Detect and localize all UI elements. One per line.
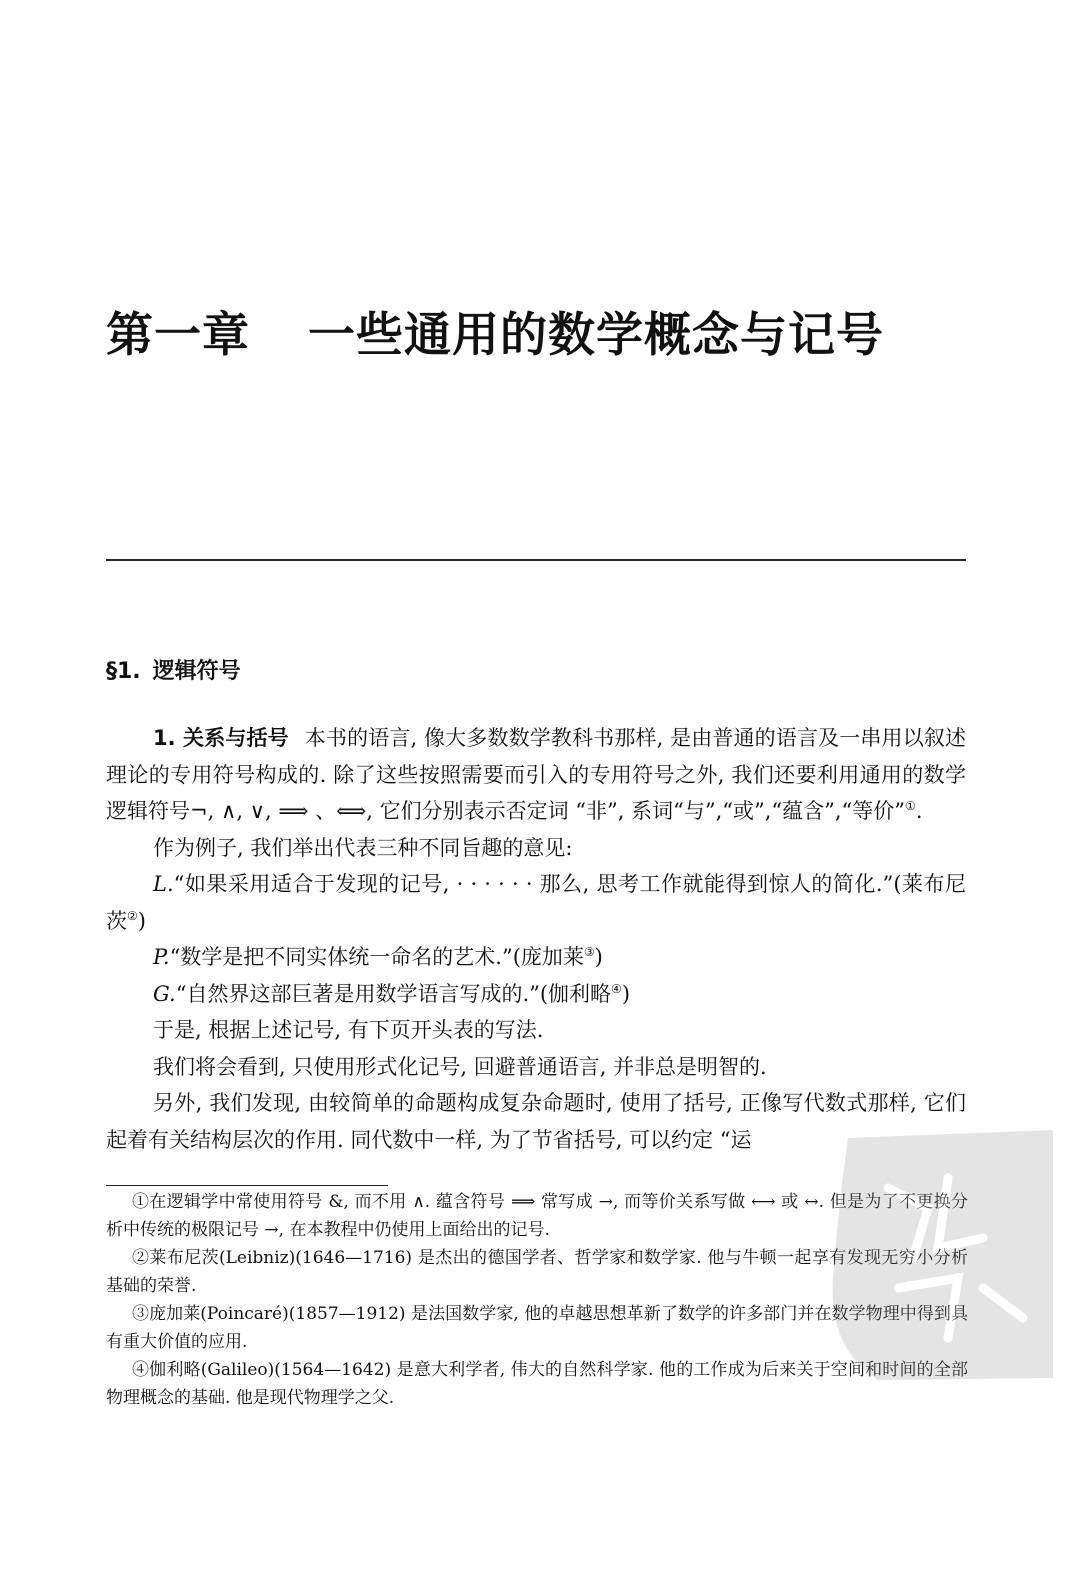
quote-poincare xyxy=(106,939,966,976)
quote-end: ) xyxy=(137,908,146,933)
chapter-name: 一些通用的数学概念与记号 xyxy=(308,308,884,363)
quote-text: “数学是把不同实体统一命名的艺术.”(庞加莱 xyxy=(169,945,584,969)
body-text xyxy=(106,720,966,1158)
paragraph-brackets: 另外, 我们发现, 由较简单的命题构成复杂命题时, 使用了括号, 正像写代数式那样, 它们起着有关结构层次的作用. 同代数中一样, 为了节省括号, 可以约定 “运 xyxy=(106,1091,966,1152)
quote-end: ) xyxy=(621,981,631,1006)
footnote-2: ②莱布尼茨(Leibniz)(1646—1716) 是杰出的德国学者、哲学家和数学家. 他与牛顿一起享有发现无穷小分析基础的荣誉. xyxy=(106,1248,968,1296)
paragraph-notation: 于是, 根据上述记号, 有下页开头表的写法. xyxy=(153,1018,544,1042)
quote-leibniz xyxy=(106,866,966,939)
section-title: 逻辑符号 xyxy=(152,659,241,684)
paragraph-examples-intro: 作为例子, 我们举出代表三种不同旨趣的意见: xyxy=(153,835,573,860)
paragraph-formal: 我们将会看到, 只使用形式化记号, 回避普通语言, 并非总是明智的. xyxy=(153,1054,767,1079)
quote-letter: P. xyxy=(153,945,170,969)
section-heading xyxy=(106,655,241,689)
chapter-title xyxy=(106,306,986,366)
stamp-shape xyxy=(833,1130,1053,1380)
footnote-ref-2: ② xyxy=(127,908,138,923)
library-stamp-watermark xyxy=(808,1118,1058,1388)
quote-letter: L. xyxy=(153,872,174,896)
paragraph-relations xyxy=(106,720,966,830)
quote-galileo xyxy=(106,976,966,1013)
footnote-ref-4: ④ xyxy=(611,981,622,996)
quote-end: ) xyxy=(594,945,603,969)
paragraph-end: . xyxy=(915,799,923,823)
chapter-divider xyxy=(106,559,966,561)
footnote-divider xyxy=(106,1185,388,1186)
paragraph-text: 本书的语言, 像大多数数学教科书那样, 是由普通的语言及一串用以叙述理论的专用符号构成的. 除了这些按照需要而引入的专用符号之外, 我们还要利用通用的数学逻辑符号¬, ∧, ∨, ⟹ 、⟺, 它们分别表示否定词 “非”, 系词“与”,“或”,“蕴含”,“等价” xyxy=(106,726,966,823)
footnote-ref-1: ① xyxy=(905,799,916,813)
footnote-ref-3: ③ xyxy=(583,945,595,959)
footnote-1: ①在逻辑学中常使用符号 &, 而不用 ∧. 蕴含符号 ⟹ 常写成 →, 而等价关系写做 ⟷ 或 ↔. 但是为了不更换分析中传统的极限记号 →, 在本教程中仍使用上面给出的记号. xyxy=(106,1192,968,1240)
paragraph-heading: 1. 关系与括号 xyxy=(153,726,289,750)
footnote-4: ④伽利略(Galileo)(1564—1642) 是意大利学者, 伟大的自然科学家. 他的工作成为后来关于空间和时间的全部物理概念的基础. 他是现代物理学之父. xyxy=(106,1360,968,1408)
quote-text: “如果采用适合于发现的记号, · · · · · · 那么, 思考工作就能得到惊人的简化.”(莱布尼茨 xyxy=(106,872,966,933)
footnote-3: ③庞加莱(Poincaré)(1857—1912) 是法国数学家, 他的卓越思想革新了数学的许多部门并在数学物理中得到具有重大价值的应用. xyxy=(106,1304,968,1352)
section-number: §1. xyxy=(106,659,141,684)
quote-letter: G. xyxy=(153,981,176,1006)
quote-text: “自然界这部巨著是用数学语言写成的.”(伽利略 xyxy=(175,981,612,1006)
chapter-number: 第一章 xyxy=(106,308,250,363)
